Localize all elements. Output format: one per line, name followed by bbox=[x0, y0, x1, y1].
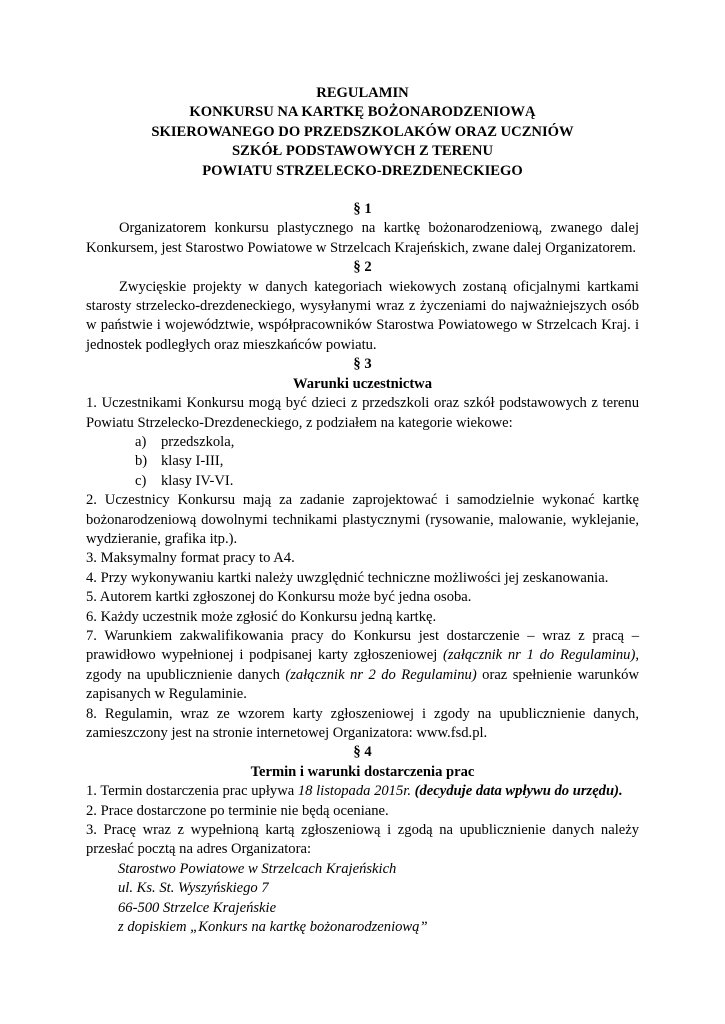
section-3-point-4: 4. Przy wykonywaniu kartki należy uwzględnić techniczne możliwości jej zeskanowania. bbox=[86, 569, 609, 586]
address-line: ul. Ks. St. Wyszyńskiego 7 bbox=[118, 880, 269, 897]
deadline-note: (decyduje data wpływu do urzędu). bbox=[414, 783, 623, 800]
section-2-text: Zwycięskie projekty w danych kategoriach wiekowych zostaną oficjalnymi kartkami starosty strzelecko-drezdeneckiego, wysyłanymi wraz z życzeniami do najważniejszych osób w państwie i województwie, współpracowników Starostwa Powiatowego w Strzelcach Kraj. i jednostek podległych oraz mieszkańców powiatu. bbox=[86, 278, 639, 353]
section-1-heading: § 1 bbox=[353, 201, 372, 218]
section-3-point-6: 6. Każdy uczestnik może zgłosić do Konkursu jedną kartkę. bbox=[86, 608, 437, 625]
section-3-subheading: Warunki uczestnictwa bbox=[292, 375, 433, 392]
list-item-label: klasy IV-VI. bbox=[161, 472, 234, 489]
title-line: POWIATU STRZELECKO-DREZDENECKIEGO bbox=[202, 162, 523, 179]
attachment-2-reference: (załącznik nr 2 do Regulaminu) bbox=[285, 666, 477, 683]
attachment-1-reference: (załącznik nr 1 do Regulaminu) bbox=[442, 647, 636, 664]
document-title bbox=[86, 84, 639, 181]
title-line: REGULAMIN bbox=[316, 85, 409, 101]
section-3-point-2: 2. Uczestnicy Konkursu mają za zadanie zaprojektować i samodzielnie wykonać kartkę bożonarodzeniową dowolnymi technikami plastycznymi (rysowanie, malowanie, wyklejanie, wydzieranie, grafika itp.). bbox=[86, 492, 639, 547]
point-1-text: 1. Termin dostarczenia prac upływa bbox=[86, 783, 298, 800]
deadline-date: 18 listopada 2015r. bbox=[297, 783, 411, 800]
section-3-point-7 bbox=[86, 627, 639, 705]
section-4-heading: § 4 bbox=[353, 744, 372, 761]
list-marker: a) bbox=[135, 433, 147, 450]
list-item bbox=[135, 472, 639, 491]
address-line: Starostwo Powiatowe w Strzelcach Krajeńskich bbox=[118, 860, 397, 877]
point-7-text: 7. Warunkiem zakwalifikowania pracy do Konkursu jest dostarczenie – wraz z pracą – prawidłowo wypełnionej i podpisanej karty zgłoszeniowej bbox=[86, 627, 639, 664]
list-marker: b) bbox=[135, 453, 148, 470]
section-3-point-1: 1. Uczestnikami Konkursu mogą być dzieci z przedszkoli oraz szkół podstawowych z terenu Powiatu Strzelecko-Drezdeneckiego, z podziałem na kategorie wiekowe: bbox=[86, 395, 639, 431]
list-item bbox=[135, 452, 639, 471]
point-7-text: oraz spełnienie warunków zapisanych w Regulaminie. bbox=[86, 666, 639, 703]
section-3-point-8: 8. Regulamin, wraz ze wzorem karty zgłoszeniowej i zgody na upublicznienie danych, zamieszczony jest na stronie internetowej Organizatora: www.fsd.pl. bbox=[86, 705, 639, 741]
list-item-label: przedszkola, bbox=[161, 433, 235, 450]
section-4 bbox=[86, 743, 639, 937]
section-3 bbox=[86, 355, 639, 743]
organizer-address bbox=[86, 860, 639, 938]
section-1-text: Organizatorem konkursu plastycznego na kartkę bożonarodzeniową, zwanego dalej Konkursem, jest Starostwo Powiatowe w Strzelcach Krajeńskich, zwane dalej Organizatorem. bbox=[86, 220, 639, 256]
title-line: KONKURSU NA KARTKĘ BOŻONARODZENIOWĄ bbox=[189, 104, 536, 121]
section-4-point-1 bbox=[86, 782, 639, 801]
section-4-point-3: 3. Pracę wraz z wypełnioną kartą zgłoszeniową i zgodą na upublicznienie danych należy przesłać pocztą na adres Organizatora: bbox=[86, 822, 639, 858]
address-line: z dopiskiem „Konkurs na kartkę bożonarodzeniową” bbox=[118, 919, 428, 936]
point-7-text: , zgody na upublicznienie danych bbox=[86, 647, 639, 683]
section-2-heading: § 2 bbox=[353, 259, 372, 276]
list-item bbox=[135, 433, 639, 452]
list-item-label: klasy I-III, bbox=[161, 453, 224, 470]
title-line: SKIEROWANEGO DO PRZEDSZKOLAKÓW ORAZ UCZNIÓW bbox=[151, 123, 574, 140]
section-3-point-5: 5. Autorem kartki zgłoszonej do Konkursu może być jedna osoba. bbox=[86, 589, 472, 606]
section-2 bbox=[86, 258, 639, 355]
section-1 bbox=[86, 200, 639, 258]
document-page bbox=[86, 84, 639, 937]
section-3-point-3: 3. Maksymalny format pracy to A4. bbox=[86, 550, 295, 567]
age-category-list bbox=[86, 433, 639, 491]
list-marker: c) bbox=[135, 472, 147, 489]
address-line: 66-500 Strzelce Krajeńskie bbox=[118, 899, 277, 916]
title-line: SZKÓŁ PODSTAWOWYCH Z TERENU bbox=[232, 143, 493, 160]
section-4-subheading: Termin i warunki dostarczenia prac bbox=[250, 763, 475, 780]
section-4-point-2: 2. Prace dostarczone po terminie nie będą oceniane. bbox=[86, 802, 389, 819]
section-3-heading: § 3 bbox=[353, 356, 372, 373]
